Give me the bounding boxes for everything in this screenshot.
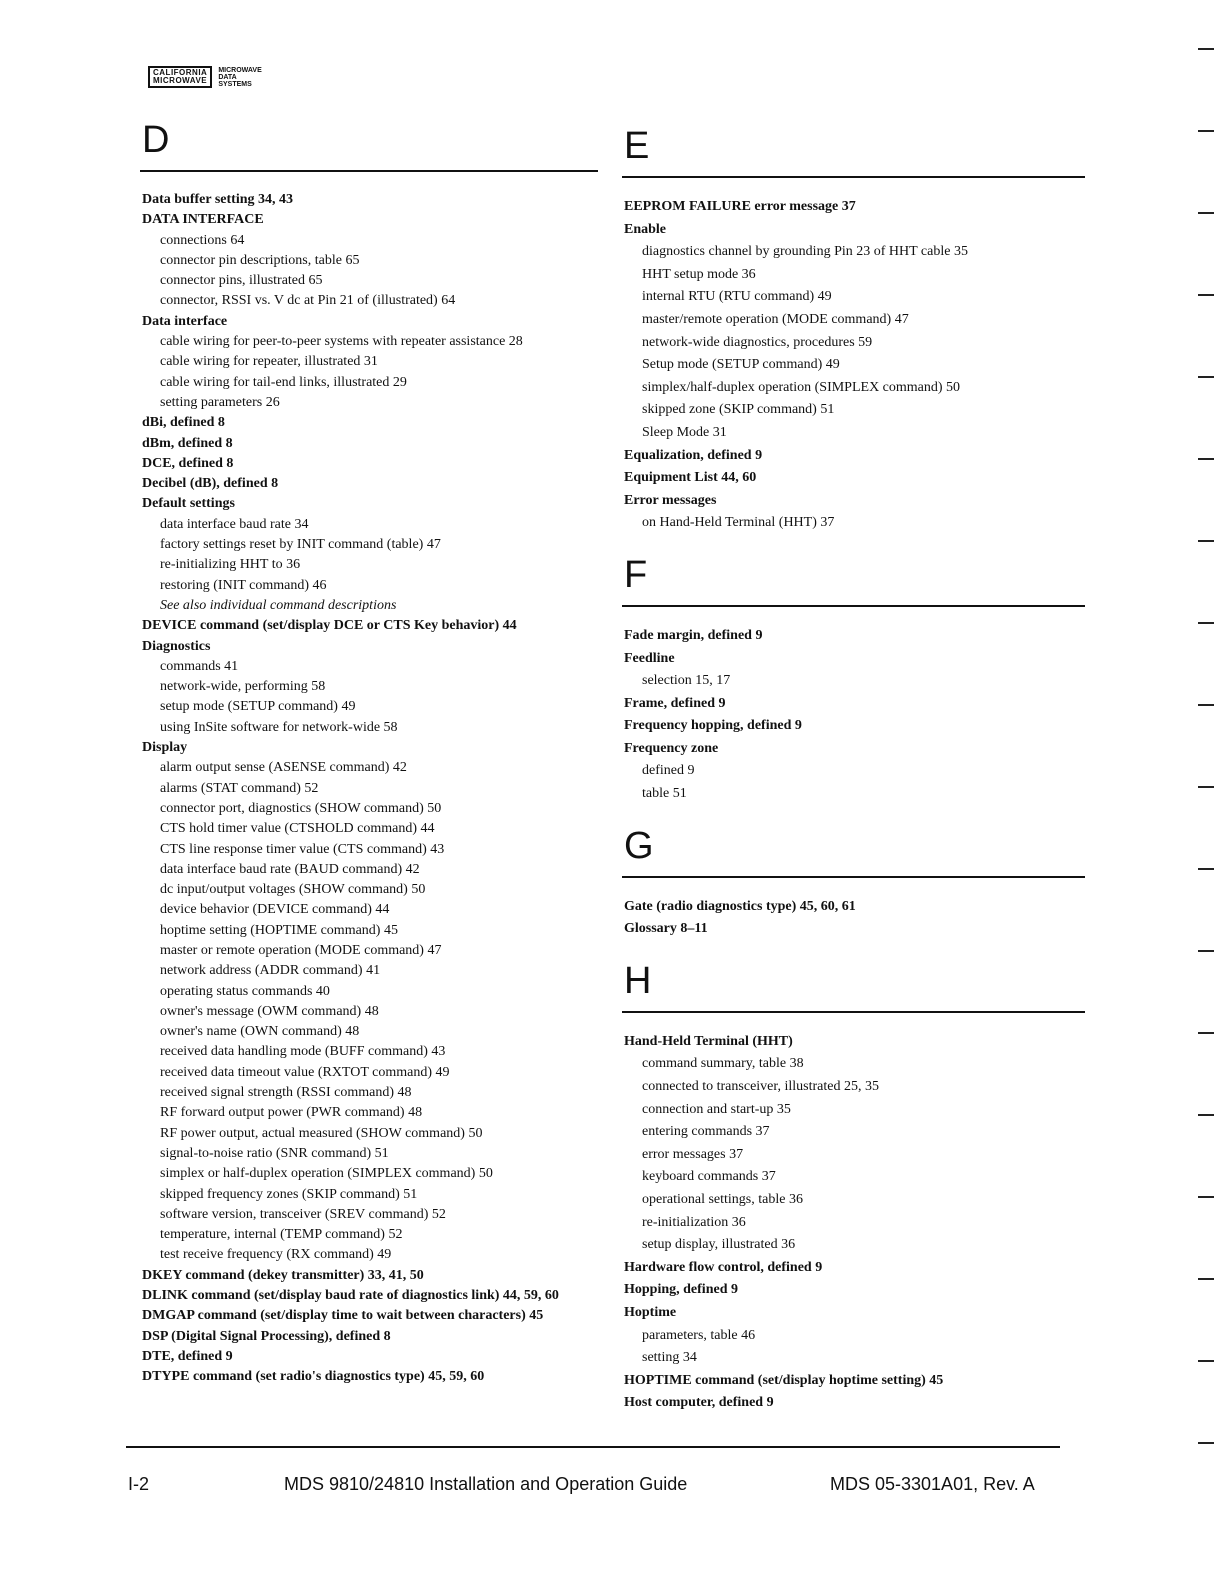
- index-subentry: re-initializing HHT to 36: [160, 557, 301, 573]
- index-entry: Display: [142, 740, 188, 756]
- section-rule: [622, 605, 1085, 607]
- index-entry: Frequency zone: [624, 740, 719, 756]
- margin-tick: [1198, 1196, 1214, 1198]
- logo-side-text: [218, 67, 261, 88]
- index-subentry: cable wiring for peer-to-peer systems with repeater assistance 28: [160, 334, 523, 350]
- index-subentry: parameters, table 46: [642, 1327, 756, 1343]
- margin-tick: [1198, 1278, 1214, 1280]
- index-entry: Hand-Held Terminal (HHT): [624, 1033, 793, 1049]
- index-subentry: signal-to-noise ratio (SNR command) 51: [160, 1145, 389, 1161]
- index-column-right: [610, 126, 1085, 1415]
- section-letter: D: [142, 119, 170, 161]
- index-subentry: hoptime setting (HOPTIME command) 45: [160, 922, 398, 938]
- document-number: MDS 05-3301A01, Rev. A: [830, 1474, 1035, 1494]
- index-entry: Hoptime: [624, 1304, 677, 1320]
- margin-tick: [1198, 950, 1214, 952]
- index-subentry: data interface baud rate 34: [160, 516, 309, 532]
- margin-tick: [1198, 1114, 1214, 1116]
- index-subentry: master or remote operation (MODE command) 47: [160, 942, 442, 958]
- margin-tick: [1198, 458, 1214, 460]
- index-subentry: software version, transceiver (SREV command) 52: [160, 1206, 446, 1222]
- index-subentry: setting 34: [642, 1350, 697, 1366]
- index-subentry: Sleep Mode 31: [642, 424, 727, 440]
- index-subentry: HHT setup mode 36: [642, 266, 756, 282]
- section-rule: [622, 876, 1085, 878]
- index-entry: Frame, defined 9: [624, 695, 726, 711]
- index-subentry: received signal strength (RSSI command) 48: [160, 1085, 412, 1101]
- index-sections: [610, 126, 1085, 1415]
- index-subentry: table 51: [642, 786, 687, 802]
- index-entry: Diagnostics: [142, 638, 211, 654]
- index-subentry: master/remote operation (MODE command) 47: [642, 311, 909, 327]
- index-entry: Hopping, defined 9: [624, 1282, 738, 1298]
- index-subentry: connected to transceiver, illustrated 25, 35: [642, 1079, 879, 1095]
- index-entry: Gate (radio diagnostics type) 45, 60, 61: [624, 898, 856, 914]
- index-subentry: command summary, table 38: [642, 1056, 804, 1072]
- index-subentry: operational settings, table 36: [642, 1192, 803, 1207]
- index-subentry: test receive frequency (RX command) 49: [160, 1247, 392, 1263]
- index-subentry: data interface baud rate (BAUD command) 42: [160, 861, 420, 877]
- index-subentry: dc input/output voltages (SHOW command) 50: [160, 882, 426, 898]
- logo-box: [148, 66, 212, 88]
- margin-tick: [1198, 294, 1214, 296]
- index-subentry: on Hand-Held Terminal (HHT) 37: [642, 515, 835, 531]
- index-entry: DKEY command (dekey transmitter) 33, 41, 50: [142, 1267, 424, 1283]
- index-subentry: setup mode (SETUP command) 49: [160, 699, 356, 715]
- index-subentry: RF forward output power (PWR command) 48: [160, 1105, 423, 1121]
- margin-tick: [1198, 704, 1214, 706]
- index-subentry: entering commands 37: [642, 1124, 770, 1140]
- page-number: I-2: [128, 1474, 150, 1494]
- margin-tick: [1198, 622, 1214, 624]
- index-subentry: diagnostics channel by grounding Pin 23 of HHT cable 35: [642, 244, 968, 260]
- footer-rule: [126, 1446, 1060, 1448]
- index-subentry: setup display, illustrated 36: [642, 1237, 796, 1253]
- index-column-left: [128, 120, 598, 1388]
- logo-side-line3: SYSTEMS: [218, 80, 252, 88]
- index-subentry: re-initialization 36: [642, 1214, 746, 1230]
- margin-tick: [1198, 212, 1214, 214]
- index-subentry: skipped zone (SKIP command) 51: [642, 402, 835, 418]
- margin-tick: [1198, 130, 1214, 132]
- index-entry: dBi, defined 8: [142, 415, 225, 431]
- logo-side-line2: DATA: [218, 73, 237, 81]
- index-entry: DTYPE command (set radio's diagnostics type) 45, 59, 60: [142, 1369, 485, 1385]
- index-entry: Frequency hopping, defined 9: [624, 718, 802, 734]
- index-subentry: connector pin descriptions, table 65: [160, 252, 360, 268]
- margin-tick: [1198, 48, 1214, 50]
- index-subentry: cable wiring for tail-end links, illustrated 29: [160, 374, 407, 390]
- index-subentry: selection 15, 17: [642, 673, 731, 689]
- index-entry: Feedline: [624, 650, 675, 666]
- index-subentry: device behavior (DEVICE command) 44: [160, 902, 390, 918]
- index-entry: Equalization, defined 9: [624, 447, 763, 463]
- index-subentry: temperature, internal (TEMP command) 52: [160, 1227, 403, 1243]
- index-entry: Data buffer setting 34, 43: [142, 192, 294, 207]
- index-entry: EEPROM FAILURE error message 37: [624, 199, 856, 214]
- margin-scan-marks: [1190, 40, 1214, 1520]
- index-subentry: RF power output, actual measured (SHOW command) 50: [160, 1125, 483, 1141]
- index-entry: DMGAP command (set/display time to wait between characters) 45: [142, 1308, 544, 1324]
- index-subentry: operating status commands 40: [160, 983, 330, 999]
- section-letter: H: [624, 959, 652, 1002]
- index-subentry: internal RTU (RTU command) 49: [642, 289, 832, 305]
- index-entry: DATA INTERFACE: [142, 212, 264, 228]
- margin-tick: [1198, 376, 1214, 378]
- section-rule: [140, 170, 598, 172]
- index-entry: Fade margin, defined 9: [624, 627, 763, 643]
- index-subentry: setting parameters 26: [160, 394, 280, 410]
- index-subentry: network-wide diagnostics, procedures 59: [642, 334, 873, 350]
- margin-tick: [1198, 1032, 1214, 1034]
- index-subentry: owner's message (OWM command) 48: [160, 1003, 379, 1019]
- index-entry: HOPTIME command (set/display hoptime setting) 45: [624, 1372, 944, 1388]
- margin-tick: [1198, 1360, 1214, 1362]
- index-subentry: See also individual command descriptions: [160, 597, 397, 613]
- margin-tick: [1198, 868, 1214, 870]
- index-subentry: received data handling mode (BUFF command) 43: [160, 1044, 446, 1060]
- section-letter: G: [624, 824, 654, 867]
- index-subentry: alarm output sense (ASENSE command) 42: [160, 760, 407, 776]
- index-subentry: owner's name (OWN command) 48: [160, 1024, 360, 1040]
- logo-side-line1: MICROWAVE: [218, 66, 262, 74]
- document-title: MDS 9810/24810 Installation and Operation Guide: [284, 1474, 688, 1494]
- logo-box-line1: CALIFORNIA: [153, 68, 208, 77]
- index-entry: DEVICE command (set/display DCE or CTS Key behavior) 44: [142, 618, 517, 634]
- index-subentry: received data timeout value (RXTOT command) 49: [160, 1064, 450, 1080]
- index-subentry: connections 64: [160, 232, 245, 248]
- index-entry: Host computer, defined 9: [624, 1395, 774, 1411]
- logo-box-line2: MICROWAVE: [153, 76, 208, 85]
- index-subentry: CTS line response timer value (CTS command) 43: [160, 841, 445, 857]
- index-subentry: restoring (INIT command) 46: [160, 577, 327, 593]
- section-rule: [622, 176, 1085, 178]
- index-entry: Error messages: [624, 492, 717, 508]
- index-subentry: connector pins, illustrated 65: [160, 273, 323, 289]
- margin-tick: [1198, 1442, 1214, 1444]
- section-letter: F: [624, 553, 648, 596]
- index-entry: DTE, defined 9: [142, 1348, 233, 1364]
- index-subentry: commands 41: [160, 658, 239, 674]
- index-entry: DSP (Digital Signal Processing), defined 8: [142, 1328, 391, 1344]
- index-subentry: connector port, diagnostics (SHOW command) 50: [160, 800, 442, 816]
- margin-tick: [1198, 786, 1214, 788]
- index-subentry: connection and start-up 35: [642, 1101, 791, 1117]
- index-entry: Enable: [624, 221, 667, 237]
- index-entry: DLINK command (set/display baud rate of diagnostics link) 44, 59, 60: [142, 1288, 559, 1304]
- index-entry: DCE, defined 8: [142, 455, 234, 471]
- index-entry: Data interface: [142, 313, 228, 329]
- index-entry: Glossary 8–11: [624, 921, 708, 937]
- index-subentry: network address (ADDR command) 41: [160, 963, 381, 979]
- index-entry: Hardware flow control, defined 9: [624, 1259, 823, 1275]
- index-subentry: CTS hold timer value (CTSHOLD command) 44: [160, 821, 435, 837]
- index-subentry: Setup mode (SETUP command) 49: [642, 357, 840, 373]
- index-entry: Equipment List 44, 60: [624, 470, 757, 486]
- index-subentry: cable wiring for repeater, illustrated 31: [160, 354, 378, 370]
- index-entries: [128, 190, 598, 1388]
- index-subentry: connector, RSSI vs. V dc at Pin 21 of (illustrated) 64: [160, 293, 456, 309]
- index-subentry: skipped frequency zones (SKIP command) 51: [160, 1186, 418, 1202]
- index-subentry: keyboard commands 37: [642, 1169, 776, 1185]
- index-subentry: factory settings reset by INIT command (table) 47: [160, 537, 441, 553]
- index-subentry: defined 9: [642, 763, 695, 779]
- index-subentry: using InSite software for network-wide 58: [160, 719, 398, 735]
- index-subentry: simplex or half-duplex operation (SIMPLEX command) 50: [160, 1166, 493, 1182]
- section-letter: E: [624, 125, 650, 167]
- index-entry: Decibel (dB), defined 8: [142, 476, 279, 492]
- margin-tick: [1198, 540, 1214, 542]
- index-subentry: simplex/half-duplex operation (SIMPLEX command) 50: [642, 379, 961, 395]
- index-subentry: alarms (STAT command) 52: [160, 780, 319, 796]
- index-entry: Default settings: [142, 496, 235, 512]
- section-rule: [622, 1011, 1085, 1013]
- index-subentry: network-wide, performing 58: [160, 679, 326, 695]
- company-logo: [148, 66, 262, 88]
- index-entry: dBm, defined 8: [142, 435, 233, 451]
- index-subentry: error messages 37: [642, 1146, 744, 1162]
